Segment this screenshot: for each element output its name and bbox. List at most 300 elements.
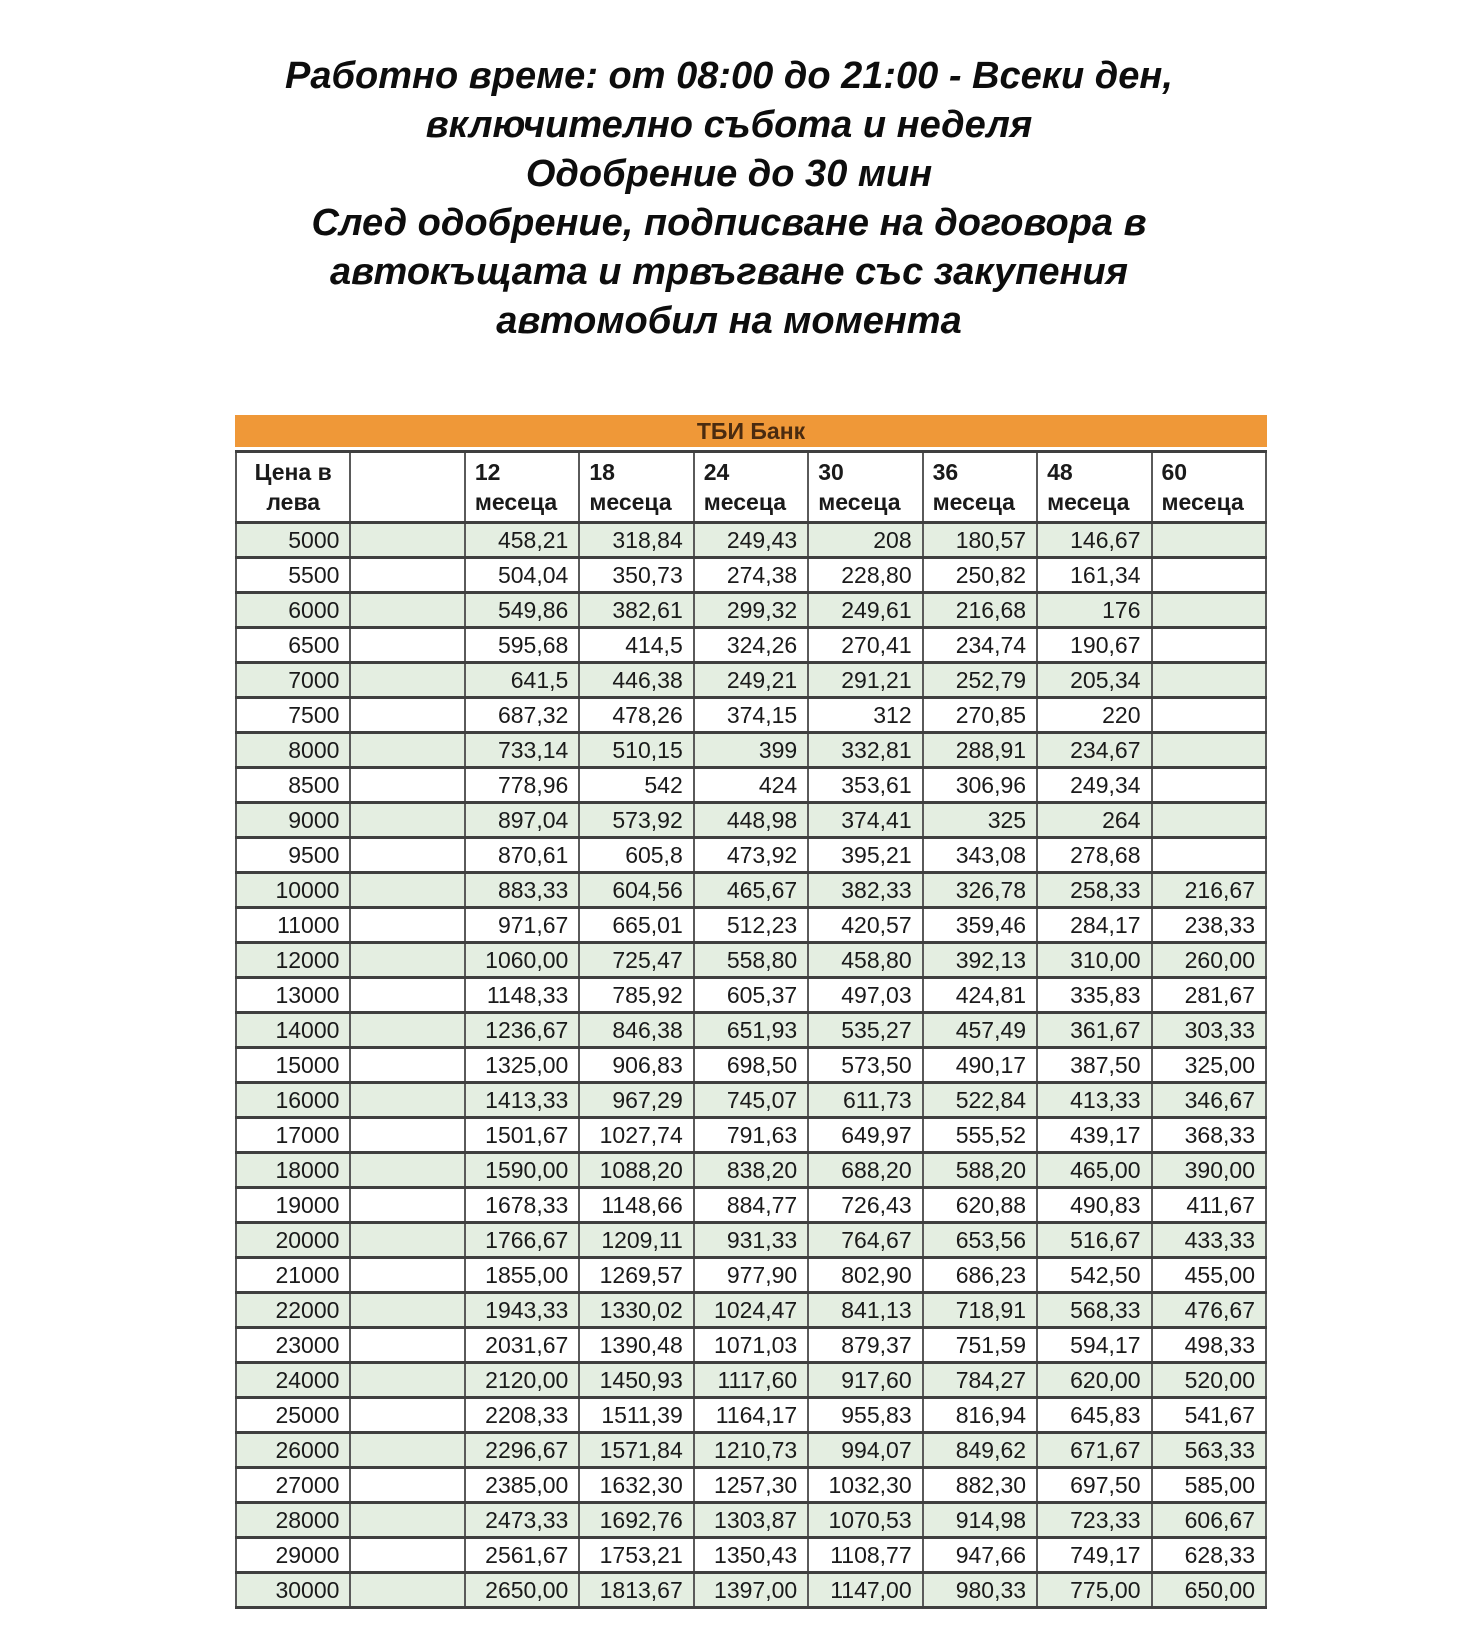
price-cell: 26000: [236, 1433, 350, 1468]
payment-cell-12m: 2650,00: [465, 1573, 579, 1608]
price-cell: 28000: [236, 1503, 350, 1538]
loan-table-head: [236, 452, 1266, 523]
month-column-header-18: [579, 452, 693, 523]
payment-cell-60m: [1152, 558, 1267, 593]
empty-cell: [350, 1258, 464, 1293]
payment-cell-60m: [1152, 698, 1267, 733]
payment-cell-30m: 1032,30: [808, 1468, 922, 1503]
payment-cell-36m: 555,52: [923, 1118, 1037, 1153]
empty-cell: [350, 523, 464, 558]
payment-cell-18m: 350,73: [579, 558, 693, 593]
payment-cell-12m: 595,68: [465, 628, 579, 663]
table-row: [236, 1363, 1266, 1398]
table-row: [236, 838, 1266, 873]
table-row: [236, 698, 1266, 733]
table-row: [236, 1573, 1266, 1608]
payment-cell-30m: 208: [808, 523, 922, 558]
payment-cell-24m: 1164,17: [694, 1398, 808, 1433]
payment-cell-36m: 718,91: [923, 1293, 1037, 1328]
payment-cell-60m: 650,00: [1152, 1573, 1267, 1608]
price-cell: 21000: [236, 1258, 350, 1293]
price-cell: 13000: [236, 978, 350, 1013]
empty-cell: [350, 978, 464, 1013]
payment-cell-30m: 802,90: [808, 1258, 922, 1293]
payment-cell-30m: 649,97: [808, 1118, 922, 1153]
table-row: [236, 1083, 1266, 1118]
table-row: [236, 943, 1266, 978]
payment-cell-18m: 605,8: [579, 838, 693, 873]
payment-cell-18m: 1753,21: [579, 1538, 693, 1573]
price-cell: 7000: [236, 663, 350, 698]
payment-cell-24m: 931,33: [694, 1223, 808, 1258]
payment-cell-36m: 270,85: [923, 698, 1037, 733]
payment-cell-12m: 2031,67: [465, 1328, 579, 1363]
empty-column-header: [350, 452, 464, 523]
price-cell: 23000: [236, 1328, 350, 1363]
payment-cell-30m: 535,27: [808, 1013, 922, 1048]
payment-cell-30m: 764,67: [808, 1223, 922, 1258]
price-cell: 9500: [236, 838, 350, 873]
payment-cell-48m: 697,50: [1037, 1468, 1151, 1503]
header-row: [236, 452, 1266, 523]
empty-cell: [350, 593, 464, 628]
payment-cell-18m: 1330,02: [579, 1293, 693, 1328]
price-cell: 7500: [236, 698, 350, 733]
payment-cell-12m: 2561,67: [465, 1538, 579, 1573]
payment-cell-60m: 325,00: [1152, 1048, 1267, 1083]
payment-cell-12m: 641,5: [465, 663, 579, 698]
payment-cell-24m: 1397,00: [694, 1573, 808, 1608]
payment-cell-48m: 264: [1037, 803, 1151, 838]
payment-cell-18m: 318,84: [579, 523, 693, 558]
payment-cell-18m: 665,01: [579, 908, 693, 943]
table-row: [236, 873, 1266, 908]
payment-cell-30m: 917,60: [808, 1363, 922, 1398]
payment-cell-48m: 723,33: [1037, 1503, 1151, 1538]
empty-cell: [350, 1538, 464, 1573]
payment-cell-24m: 745,07: [694, 1083, 808, 1118]
payment-cell-12m: 1325,00: [465, 1048, 579, 1083]
payment-cell-36m: 326,78: [923, 873, 1037, 908]
payment-cell-18m: 1511,39: [579, 1398, 693, 1433]
month-column-header-60: [1152, 452, 1267, 523]
empty-cell: [350, 1083, 464, 1118]
table-row: [236, 1188, 1266, 1223]
payment-cell-36m: 882,30: [923, 1468, 1037, 1503]
payment-cell-24m: 249,43: [694, 523, 808, 558]
table-row: [236, 1433, 1266, 1468]
payment-cell-60m: [1152, 768, 1267, 803]
table-row: [236, 908, 1266, 943]
payment-cell-30m: 1147,00: [808, 1573, 922, 1608]
payment-cell-12m: 1590,00: [465, 1153, 579, 1188]
table-row: [236, 803, 1266, 838]
price-cell: 25000: [236, 1398, 350, 1433]
payment-cell-36m: 751,59: [923, 1328, 1037, 1363]
payment-cell-30m: 1070,53: [808, 1503, 922, 1538]
table-row: [236, 1328, 1266, 1363]
payment-cell-30m: 420,57: [808, 908, 922, 943]
table-row: [236, 1153, 1266, 1188]
month-label: месеца: [1047, 489, 1130, 515]
empty-cell: [350, 768, 464, 803]
payment-cell-48m: 161,34: [1037, 558, 1151, 593]
payment-cell-18m: 542: [579, 768, 693, 803]
price-cell: 9000: [236, 803, 350, 838]
empty-cell: [350, 1328, 464, 1363]
payment-cell-24m: 473,92: [694, 838, 808, 873]
payment-cell-48m: 278,68: [1037, 838, 1151, 873]
table-row: [236, 1118, 1266, 1153]
payment-cell-24m: 274,38: [694, 558, 808, 593]
payment-cell-60m: [1152, 803, 1267, 838]
empty-cell: [350, 1503, 464, 1538]
price-column-header: [236, 452, 350, 523]
payment-cell-60m: 433,33: [1152, 1223, 1267, 1258]
month-label: месеца: [818, 489, 901, 515]
payment-cell-12m: 971,67: [465, 908, 579, 943]
payment-cell-30m: 458,80: [808, 943, 922, 978]
payment-cell-60m: 563,33: [1152, 1433, 1267, 1468]
payment-cell-60m: [1152, 733, 1267, 768]
payment-cell-48m: 749,17: [1037, 1538, 1151, 1573]
price-cell: 18000: [236, 1153, 350, 1188]
payment-cell-12m: 1943,33: [465, 1293, 579, 1328]
payment-cell-48m: 176: [1037, 593, 1151, 628]
payment-cell-18m: 1027,74: [579, 1118, 693, 1153]
payment-cell-48m: 205,34: [1037, 663, 1151, 698]
month-number: 24: [703, 459, 730, 485]
payment-cell-30m: 726,43: [808, 1188, 922, 1223]
empty-cell: [350, 943, 464, 978]
payment-cell-48m: 234,67: [1037, 733, 1151, 768]
empty-cell: [350, 1223, 464, 1258]
payment-cell-30m: 955,83: [808, 1398, 922, 1433]
price-cell: 6000: [236, 593, 350, 628]
table-row: [236, 1013, 1266, 1048]
title-line-3: Одобрение до 30 мин: [525, 153, 933, 195]
price-cell: 14000: [236, 1013, 350, 1048]
table-row: [236, 1048, 1266, 1083]
payment-cell-12m: 1413,33: [465, 1083, 579, 1118]
payment-cell-36m: 686,23: [923, 1258, 1037, 1293]
payment-cell-18m: 725,47: [579, 943, 693, 978]
payment-cell-48m: 284,17: [1037, 908, 1151, 943]
payment-cell-60m: 346,67: [1152, 1083, 1267, 1118]
payment-cell-12m: 504,04: [465, 558, 579, 593]
loan-table-body: [236, 523, 1266, 1608]
payment-cell-60m: [1152, 628, 1267, 663]
empty-cell: [350, 1433, 464, 1468]
payment-cell-24m: 1024,47: [694, 1293, 808, 1328]
empty-cell: [350, 1398, 464, 1433]
title-line-6: автомобил на момента: [496, 300, 962, 342]
payment-cell-24m: 698,50: [694, 1048, 808, 1083]
payment-cell-30m: 994,07: [808, 1433, 922, 1468]
payment-cell-18m: 1450,93: [579, 1363, 693, 1398]
month-column-header-36: [923, 452, 1037, 523]
table-row: [236, 593, 1266, 628]
payment-cell-30m: 1108,77: [808, 1538, 922, 1573]
price-header-line-2: лева: [266, 489, 321, 515]
payment-cell-24m: 791,63: [694, 1118, 808, 1153]
payment-cell-24m: 1071,03: [694, 1328, 808, 1363]
payment-cell-24m: 1350,43: [694, 1538, 808, 1573]
payment-cell-30m: 611,73: [808, 1083, 922, 1118]
payment-cell-24m: 1303,87: [694, 1503, 808, 1538]
payment-cell-60m: 520,00: [1152, 1363, 1267, 1398]
payment-cell-24m: 424: [694, 768, 808, 803]
payment-cell-60m: 541,67: [1152, 1398, 1267, 1433]
payment-cell-36m: 490,17: [923, 1048, 1037, 1083]
payment-cell-12m: 1855,00: [465, 1258, 579, 1293]
payment-cell-48m: 775,00: [1037, 1573, 1151, 1608]
payment-cell-30m: 879,37: [808, 1328, 922, 1363]
month-label: месеца: [474, 489, 558, 515]
payment-cell-18m: 967,29: [579, 1083, 693, 1118]
title-line-2: включително събота и неделя: [425, 104, 1033, 146]
payment-cell-12m: 897,04: [465, 803, 579, 838]
payment-cell-24m: 838,20: [694, 1153, 808, 1188]
table-row: [236, 768, 1266, 803]
month-label: месеца: [1161, 489, 1244, 515]
payment-cell-24m: 884,77: [694, 1188, 808, 1223]
month-column-header-48: [1037, 452, 1151, 523]
empty-cell: [350, 733, 464, 768]
payment-cell-60m: 238,33: [1152, 908, 1267, 943]
empty-cell: [350, 698, 464, 733]
price-cell: 5500: [236, 558, 350, 593]
payment-cell-12m: 1766,67: [465, 1223, 579, 1258]
payment-cell-12m: 883,33: [465, 873, 579, 908]
empty-cell: [350, 803, 464, 838]
empty-cell: [350, 663, 464, 698]
empty-cell: [350, 908, 464, 943]
payment-cell-18m: 604,56: [579, 873, 693, 908]
payment-cell-24m: 324,26: [694, 628, 808, 663]
price-cell: 17000: [236, 1118, 350, 1153]
empty-cell: [350, 558, 464, 593]
price-cell: 19000: [236, 1188, 350, 1223]
payment-cell-60m: [1152, 523, 1267, 558]
payment-cell-60m: 606,67: [1152, 1503, 1267, 1538]
payment-cell-30m: 332,81: [808, 733, 922, 768]
payment-cell-24m: 299,32: [694, 593, 808, 628]
table-row: [236, 1223, 1266, 1258]
payment-cell-12m: 1148,33: [465, 978, 579, 1013]
payment-cell-24m: 651,93: [694, 1013, 808, 1048]
price-cell: 11000: [236, 908, 350, 943]
month-number: 36: [932, 459, 959, 485]
payment-cell-36m: 522,84: [923, 1083, 1037, 1118]
payment-cell-36m: 980,33: [923, 1573, 1037, 1608]
payment-cell-48m: 594,17: [1037, 1328, 1151, 1363]
payment-cell-36m: 325: [923, 803, 1037, 838]
price-cell: 20000: [236, 1223, 350, 1258]
payment-cell-36m: 252,79: [923, 663, 1037, 698]
payment-cell-18m: 1088,20: [579, 1153, 693, 1188]
payment-cell-18m: 1692,76: [579, 1503, 693, 1538]
payment-cell-24m: 605,37: [694, 978, 808, 1013]
payment-cell-24m: 512,23: [694, 908, 808, 943]
payment-cell-48m: 220: [1037, 698, 1151, 733]
empty-cell: [350, 1118, 464, 1153]
table-row: [236, 1503, 1266, 1538]
payment-cell-30m: 249,61: [808, 593, 922, 628]
payment-cell-48m: 439,17: [1037, 1118, 1151, 1153]
table-row: [236, 663, 1266, 698]
payment-cell-18m: 446,38: [579, 663, 693, 698]
payment-cell-24m: 1257,30: [694, 1468, 808, 1503]
payment-cell-30m: 353,61: [808, 768, 922, 803]
table-row: [236, 1398, 1266, 1433]
payment-cell-48m: 671,67: [1037, 1433, 1151, 1468]
payment-cell-48m: 465,00: [1037, 1153, 1151, 1188]
payment-cell-18m: 1813,67: [579, 1573, 693, 1608]
payment-cell-36m: 288,91: [923, 733, 1037, 768]
payment-cell-18m: 1571,84: [579, 1433, 693, 1468]
empty-cell: [350, 1013, 464, 1048]
payment-cell-36m: 588,20: [923, 1153, 1037, 1188]
payment-cell-48m: 490,83: [1037, 1188, 1151, 1223]
empty-cell: [350, 1153, 464, 1188]
payment-cell-30m: 291,21: [808, 663, 922, 698]
payment-cell-60m: 390,00: [1152, 1153, 1267, 1188]
month-number: 30: [818, 459, 844, 485]
payment-cell-24m: 374,15: [694, 698, 808, 733]
title-line-5: автокъщата и трвъгване със закупения: [329, 251, 1129, 293]
price-cell: 30000: [236, 1573, 350, 1608]
payment-cell-36m: 250,82: [923, 558, 1037, 593]
payment-cell-24m: 977,90: [694, 1258, 808, 1293]
payment-cell-36m: 424,81: [923, 978, 1037, 1013]
payment-cell-60m: [1152, 593, 1267, 628]
table-row: [236, 1468, 1266, 1503]
payment-cell-36m: 947,66: [923, 1538, 1037, 1573]
empty-cell: [350, 873, 464, 908]
payment-cell-60m: 455,00: [1152, 1258, 1267, 1293]
payment-cell-30m: 395,21: [808, 838, 922, 873]
price-cell: 8000: [236, 733, 350, 768]
price-cell: 24000: [236, 1363, 350, 1398]
payment-cell-36m: 457,49: [923, 1013, 1037, 1048]
payment-cell-36m: 653,56: [923, 1223, 1037, 1258]
month-column-header-30: [808, 452, 922, 523]
price-cell: 22000: [236, 1293, 350, 1328]
payment-cell-60m: 628,33: [1152, 1538, 1267, 1573]
payment-cell-60m: 260,00: [1152, 943, 1267, 978]
payment-cell-60m: 476,67: [1152, 1293, 1267, 1328]
payment-cell-24m: 558,80: [694, 943, 808, 978]
empty-cell: [350, 628, 464, 663]
payment-cell-60m: 216,67: [1152, 873, 1267, 908]
payment-cell-36m: 914,98: [923, 1503, 1037, 1538]
price-cell: 10000: [236, 873, 350, 908]
payment-cell-60m: [1152, 838, 1267, 873]
empty-cell: [350, 1363, 464, 1398]
payment-cell-36m: 359,46: [923, 908, 1037, 943]
price-cell: 27000: [236, 1468, 350, 1503]
payment-cell-18m: 1390,48: [579, 1328, 693, 1363]
month-number: 18: [589, 459, 615, 485]
table-row: [236, 1538, 1266, 1573]
payment-cell-18m: 1269,57: [579, 1258, 693, 1293]
price-cell: 15000: [236, 1048, 350, 1083]
payment-cell-12m: 1060,00: [465, 943, 579, 978]
payment-cell-12m: 2296,67: [465, 1433, 579, 1468]
loan-table-section: [235, 415, 1267, 1609]
payment-cell-12m: 1236,67: [465, 1013, 579, 1048]
payment-cell-12m: 2120,00: [465, 1363, 579, 1398]
price-cell: 29000: [236, 1538, 350, 1573]
payment-cell-24m: 448,98: [694, 803, 808, 838]
price-cell: 5000: [236, 523, 350, 558]
payment-cell-60m: 585,00: [1152, 1468, 1267, 1503]
month-label: месеца: [589, 489, 672, 515]
price-cell: 12000: [236, 943, 350, 978]
payment-cell-18m: 1632,30: [579, 1468, 693, 1503]
payment-cell-24m: 249,21: [694, 663, 808, 698]
payment-cell-48m: 542,50: [1037, 1258, 1151, 1293]
payment-cell-48m: 516,67: [1037, 1223, 1151, 1258]
payment-cell-30m: 374,41: [808, 803, 922, 838]
empty-cell: [350, 1468, 464, 1503]
payment-cell-60m: 498,33: [1152, 1328, 1267, 1363]
payment-cell-12m: 1678,33: [465, 1188, 579, 1223]
payment-cell-36m: 306,96: [923, 768, 1037, 803]
table-row: [236, 1258, 1266, 1293]
payment-cell-18m: 1209,11: [579, 1223, 693, 1258]
month-column-header-24: [694, 452, 808, 523]
payment-cell-12m: 687,32: [465, 698, 579, 733]
payment-cell-12m: 778,96: [465, 768, 579, 803]
price-header-line-1: Цена в: [254, 459, 332, 485]
payment-cell-18m: 414,5: [579, 628, 693, 663]
payment-cell-18m: 846,38: [579, 1013, 693, 1048]
payment-cell-18m: 478,26: [579, 698, 693, 733]
loan-table: [235, 450, 1267, 1609]
empty-cell: [350, 1048, 464, 1083]
payment-cell-30m: 312: [808, 698, 922, 733]
payment-cell-18m: 785,92: [579, 978, 693, 1013]
empty-cell: [350, 1573, 464, 1608]
payment-cell-12m: 1501,67: [465, 1118, 579, 1153]
empty-cell: [350, 1188, 464, 1223]
page-title: [0, 52, 1458, 346]
month-number: 48: [1047, 459, 1073, 485]
payment-cell-12m: 870,61: [465, 838, 579, 873]
payment-cell-48m: 361,67: [1037, 1013, 1151, 1048]
empty-cell: [350, 1293, 464, 1328]
payment-cell-18m: 573,92: [579, 803, 693, 838]
payment-cell-48m: 310,00: [1037, 943, 1151, 978]
payment-cell-24m: 1210,73: [694, 1433, 808, 1468]
payment-cell-30m: 573,50: [808, 1048, 922, 1083]
table-row: [236, 523, 1266, 558]
payment-cell-48m: 249,34: [1037, 768, 1151, 803]
payment-cell-48m: 568,33: [1037, 1293, 1151, 1328]
payment-cell-36m: 343,08: [923, 838, 1037, 873]
payment-cell-48m: 190,67: [1037, 628, 1151, 663]
payment-cell-30m: 841,13: [808, 1293, 922, 1328]
payment-cell-36m: 180,57: [923, 523, 1037, 558]
payment-cell-18m: 382,61: [579, 593, 693, 628]
table-row: [236, 1293, 1266, 1328]
payment-cell-18m: 906,83: [579, 1048, 693, 1083]
month-label: месеца: [932, 489, 1015, 515]
payment-cell-48m: 146,67: [1037, 523, 1151, 558]
month-column-header-12: [465, 452, 579, 523]
